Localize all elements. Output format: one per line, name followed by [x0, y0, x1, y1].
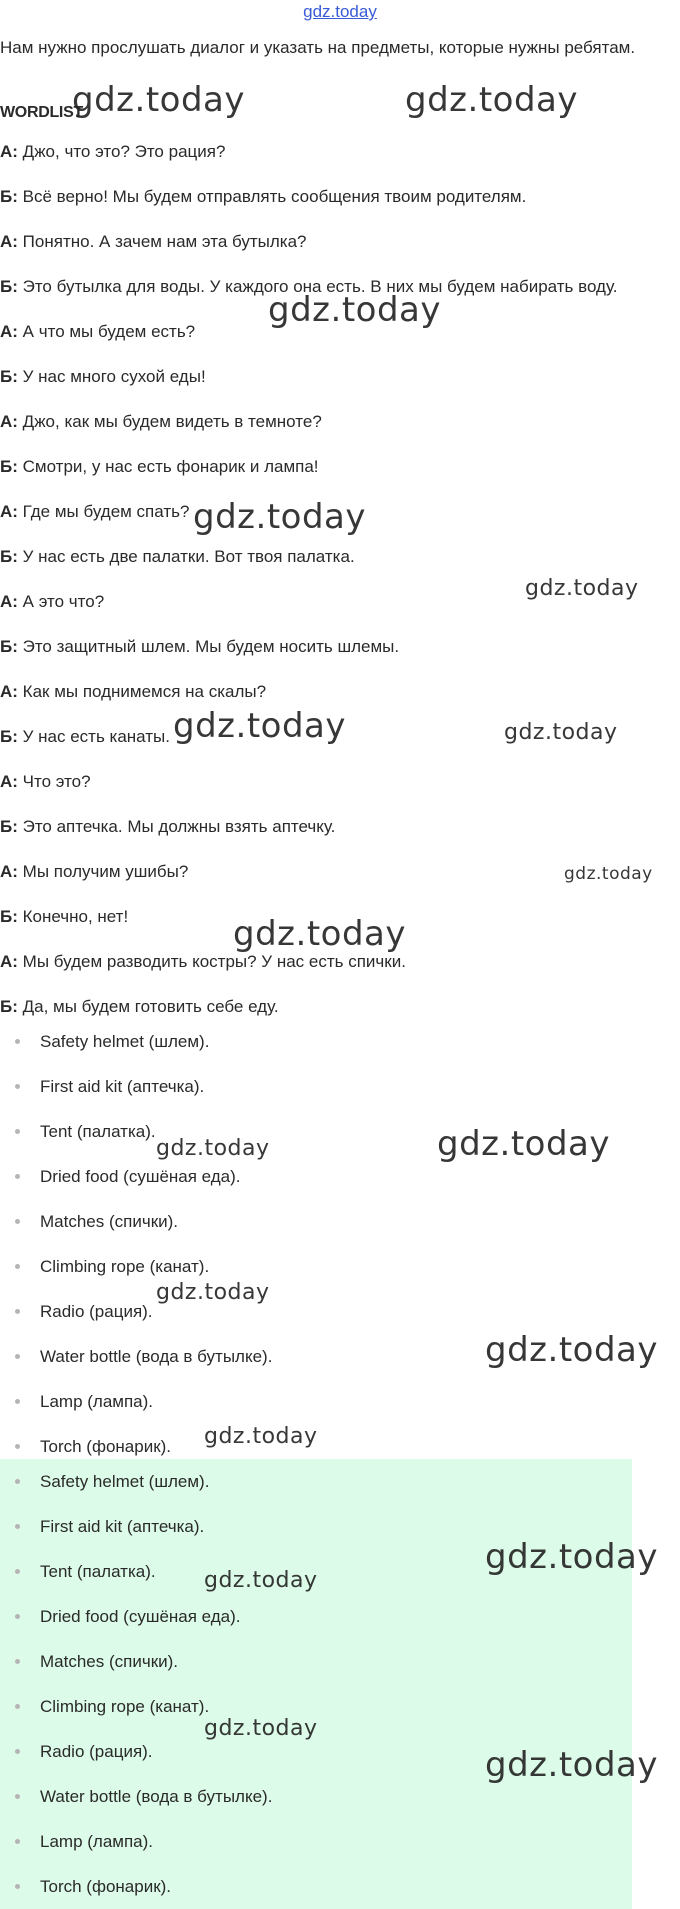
list-item-text: Lamp (лампа). [40, 1832, 154, 1851]
speaker-label: А: [0, 232, 18, 251]
bullet-icon [15, 1444, 20, 1449]
list-item [0, 1244, 632, 1289]
bullet-icon [15, 1704, 20, 1709]
bullet-icon [15, 1084, 20, 1089]
speaker-label: А: [0, 502, 18, 521]
list-item-text: First aid kit (аптечка). [40, 1077, 205, 1096]
list-item-text: Safety helmet (шлем). [40, 1472, 210, 1491]
list-item-text: Tent (палатка). [40, 1122, 156, 1141]
list-item [0, 1639, 632, 1684]
bullet-icon [15, 1659, 20, 1664]
speaker-label: А: [0, 412, 18, 431]
bullet-icon [15, 1039, 20, 1044]
watermark: gdz.today [437, 1124, 610, 1164]
speaker-label: А: [0, 952, 18, 971]
watermark: gdz.today [72, 80, 245, 120]
speaker-label: Б: [0, 457, 18, 476]
watermark: gdz.today [525, 576, 639, 601]
speaker-label: Б: [0, 997, 18, 1016]
bullet-icon [15, 1614, 20, 1619]
list-item-text: First aid kit (аптечка). [40, 1517, 205, 1536]
dialog-text: Джо, как мы будем видеть в темноте? [17, 412, 322, 431]
watermark: gdz.today [485, 1537, 658, 1577]
dialog-text: Это защитный шлем. Мы будем носить шлемы. [17, 637, 400, 656]
speaker-label: Б: [0, 727, 18, 746]
dialog-line [0, 230, 670, 254]
speaker-label: А: [0, 682, 18, 701]
dialog-text: Это аптечка. Мы должны взять аптечку. [17, 817, 336, 836]
list-item-text: Water bottle (вода в бутылке). [40, 1347, 273, 1366]
list-item-text: Dried food (сушёная еда). [40, 1607, 241, 1626]
list-item [0, 1199, 632, 1244]
speaker-label: Б: [0, 547, 18, 566]
watermark: gdz.today [485, 1330, 658, 1370]
dialog-text: Конечно, нет! [17, 907, 129, 926]
speaker-label: Б: [0, 187, 18, 206]
watermark: gdz.today [268, 290, 441, 330]
list-item-text: Lamp (лампа). [40, 1392, 154, 1411]
dialog-text: Джо, что это? Это рация? [17, 142, 226, 161]
bullet-icon [15, 1884, 20, 1889]
dialog-line [0, 680, 670, 704]
bullet-icon [15, 1399, 20, 1404]
watermark: gdz.today [204, 1716, 318, 1741]
list-item-text: Climbing rope (канат). [40, 1257, 210, 1276]
watermark: gdz.today [564, 864, 653, 884]
bullet-icon [15, 1524, 20, 1529]
list-item [0, 1864, 632, 1909]
list-item [0, 1109, 632, 1154]
bullet-icon [15, 1174, 20, 1179]
speaker-label: Б: [0, 637, 18, 656]
watermark: gdz.today [193, 497, 366, 537]
list-item [0, 1684, 632, 1729]
list-item-text: Radio (рация). [40, 1742, 153, 1761]
list-item-text: Torch (фонарик). [40, 1877, 172, 1896]
dialog-line [0, 455, 670, 479]
list-item-text: Matches (спички). [40, 1652, 179, 1671]
speaker-label: А: [0, 322, 18, 341]
speaker-label: Б: [0, 367, 18, 386]
bullet-icon [15, 1569, 20, 1574]
dialog-text: Мы получим ушибы? [17, 862, 189, 881]
dialog-text: У нас есть канаты. [17, 727, 170, 746]
list-item [0, 1334, 632, 1379]
dialog-line [0, 995, 670, 1019]
list-item [0, 1729, 632, 1774]
speaker-label: Б: [0, 817, 18, 836]
bullet-icon [15, 1264, 20, 1269]
list-item-text: Radio (рация). [40, 1302, 153, 1321]
list-item-text: Safety helmet (шлем). [40, 1032, 210, 1051]
list-item [0, 1289, 632, 1334]
watermark: gdz.today [504, 720, 618, 745]
dialog-text: Мы будем разводить костры? У нас есть спички. [17, 952, 406, 971]
dialog-line [0, 590, 670, 614]
bullet-icon [15, 1749, 20, 1754]
dialog-line [0, 905, 670, 929]
dialog-line [0, 725, 670, 749]
bullet-icon [15, 1794, 20, 1799]
bullet-icon [15, 1839, 20, 1844]
dialog-line [0, 770, 670, 794]
highlighted-items-list [0, 1459, 632, 1909]
watermark: gdz.today [173, 706, 346, 746]
dialog-text: А что мы будем есть? [17, 322, 196, 341]
bullet-icon [15, 1354, 20, 1359]
watermark: gdz.today [156, 1280, 270, 1305]
dialog-line [0, 860, 670, 884]
dialog-text: Что это? [17, 772, 91, 791]
dialog-text: Да, мы будем готовить себе еду. [17, 997, 279, 1016]
dialog-text: Это бутылка для воды. У каждого она есть. В них мы будем набирать воду. [17, 277, 618, 296]
list-item [0, 1504, 632, 1549]
bullet-icon [15, 1129, 20, 1134]
list-item-text: Tent (палатка). [40, 1562, 156, 1581]
dialog-line [0, 185, 670, 209]
dialog-line [0, 320, 670, 344]
bullet-icon [15, 1479, 20, 1484]
watermark: gdz.today [233, 914, 406, 954]
list-item [0, 1549, 632, 1594]
wordlist-heading: WORDLIST [0, 104, 83, 121]
list-item [0, 1019, 632, 1064]
dialog-line [0, 275, 670, 299]
list-item-text: Matches (спички). [40, 1212, 179, 1231]
list-item [0, 1379, 632, 1424]
list-item [0, 1774, 632, 1819]
dialog-line [0, 140, 670, 164]
dialog-text: А это что? [17, 592, 105, 611]
speaker-label: Б: [0, 907, 18, 926]
dialog-line [0, 815, 670, 839]
bullet-icon [15, 1219, 20, 1224]
list-item-text: Water bottle (вода в бутылке). [40, 1787, 273, 1806]
watermark: gdz.today [204, 1424, 318, 1449]
dialog-text: У нас есть две палатки. Вот твоя палатка. [17, 547, 355, 566]
dialog-line [0, 950, 670, 974]
dialog-line [0, 410, 670, 434]
dialog-text: У нас много сухой еды! [17, 367, 206, 386]
watermark: gdz.today [485, 1745, 658, 1785]
list-item [0, 1819, 632, 1864]
list-item-text: Climbing rope (канат). [40, 1697, 210, 1716]
dialog-line [0, 500, 670, 524]
list-item [0, 1154, 632, 1199]
list-item [0, 1594, 632, 1639]
dialog-text: Всё верно! Мы будем отправлять сообщения твоим родителям. [17, 187, 527, 206]
speaker-label: А: [0, 862, 18, 881]
dialog-text: Понятно. А зачем нам эта бутылка? [17, 232, 307, 251]
watermark: gdz.today [204, 1568, 318, 1593]
dialog-line [0, 365, 670, 389]
speaker-label: А: [0, 772, 18, 791]
intro-text: Нам нужно прослушать диалог и указать на предметы, которые нужны ребятам. [0, 38, 636, 57]
watermark: gdz.today [405, 80, 578, 120]
dialog-line [0, 545, 670, 569]
bullet-icon [15, 1309, 20, 1314]
list-item-text: Dried food (сушёная еда). [40, 1167, 241, 1186]
speaker-label: А: [0, 142, 18, 161]
speaker-label: Б: [0, 277, 18, 296]
dialog-text: Как мы поднимемся на скалы? [17, 682, 267, 701]
dialog-text: Смотри, у нас есть фонарик и лампа! [17, 457, 319, 476]
watermark: gdz.today [156, 1136, 270, 1161]
site-link[interactable]: gdz.today [303, 2, 377, 21]
dialog-line [0, 635, 670, 659]
list-item-text: Torch (фонарик). [40, 1437, 172, 1456]
dialog-text: Где мы будем спать? [17, 502, 190, 521]
items-list [0, 1019, 632, 1469]
speaker-label: А: [0, 592, 18, 611]
list-item [0, 1064, 632, 1109]
list-item [0, 1459, 632, 1504]
